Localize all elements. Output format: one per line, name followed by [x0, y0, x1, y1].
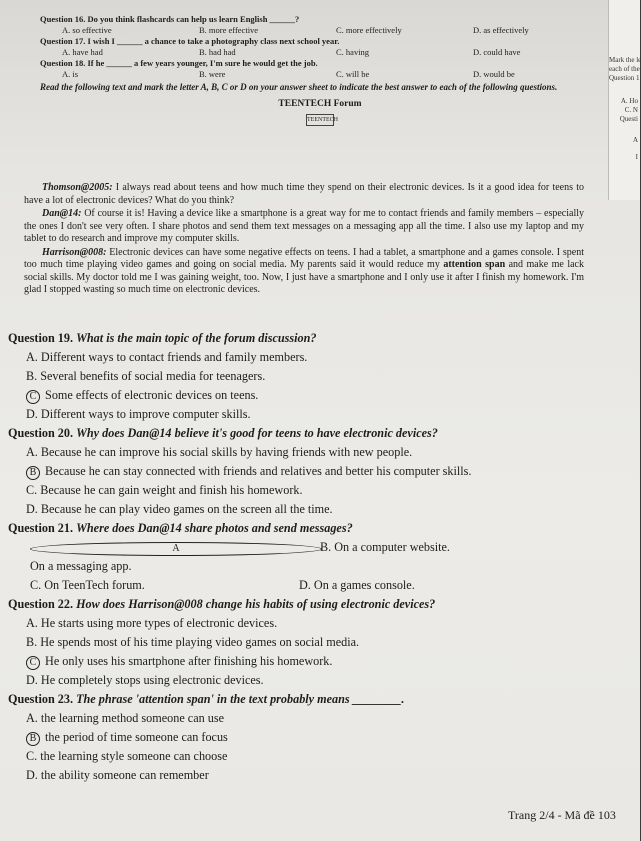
post-username: Harrison@008: [42, 246, 107, 258]
answer-row [8, 576, 568, 595]
answer-option[interactable] [26, 768, 209, 782]
question-number: Question 19. [8, 331, 74, 345]
edge-text: Mark the le [609, 56, 641, 64]
answer-option[interactable] [26, 654, 332, 668]
edge-text: C. N [624, 106, 638, 114]
question-18: Question 18. If he ______ a few years younger, I'm sure he would get the job. [40, 58, 318, 68]
edge-text: each of the [609, 65, 640, 73]
option: B. had had [199, 47, 236, 57]
answer-option-text: B. He spends most of his time playing video games on social media. [26, 635, 360, 649]
circled-answer-mark: C [26, 656, 40, 670]
question-number: Question 22. [8, 597, 74, 611]
question-heading [8, 519, 568, 538]
question-text: The phrase 'attention span' in the text probably means ________. [76, 692, 405, 706]
edge-text: A. Ho [620, 97, 638, 105]
answer-option-text: C. the learning style someone can choose [26, 749, 228, 763]
answer-row [8, 747, 568, 766]
question-heading [8, 690, 568, 709]
answer-option[interactable] [299, 576, 568, 595]
answer-option[interactable] [26, 464, 471, 478]
answer-option[interactable] [30, 538, 320, 576]
answer-row [8, 405, 568, 424]
question-heading [8, 329, 568, 348]
answer-row [8, 386, 568, 405]
circled-answer-mark: B [26, 466, 40, 480]
question-heading [8, 595, 568, 614]
question-number: Question 21. [8, 521, 74, 535]
edge-text: I [635, 153, 638, 161]
answer-row [8, 367, 568, 386]
answer-option[interactable] [26, 673, 264, 687]
answer-option-text: A. the learning method someone can use [26, 711, 224, 725]
post-body: Electronic devices can have some negative effects on teens. I had a tablet, a smartphone and a games console. I spent too much time playing video games and going on social media. My parents said it would reduce my [24, 246, 584, 270]
option: B. were [199, 69, 226, 79]
answer-option[interactable] [26, 483, 303, 497]
option: A. so effective [62, 25, 112, 35]
answer-row [8, 538, 568, 576]
question-16: Question 16. Do you think flashcards can help us learn English ______? [40, 14, 300, 24]
answer-option-text: D. Different ways to improve computer skills. [26, 407, 251, 421]
answer-option[interactable] [26, 350, 307, 364]
forum-post [24, 247, 584, 297]
post-body: and make me lack social skills. My doctor told me I was gaining weight, too. Now, I just have a smartphone and I only use it after I finish my homework. I'm glad I stopped wasting so much time on electronic devices. [24, 259, 584, 295]
option: D. as effectively [473, 25, 529, 35]
forum-post [24, 208, 584, 246]
option: C. will be [336, 69, 370, 79]
post-body: Of course it is! Having a device like a smartphone is a great way for me to contact friends and family members – especially the ones I don't see very often. I share photos and send them text messages on a messaging app all the time. I also use my laptop and my tablet to do research and improve my computer skills. [24, 208, 584, 244]
post-username: Thomson@2005: [42, 182, 113, 193]
page-footer: Trang 2/4 - Mã đề 103 [508, 808, 616, 822]
question-text: Why does Dan@14 believe it's good for teens to have electronic devices? [76, 426, 438, 440]
option: D. could have [473, 47, 521, 57]
answer-option-text: A. Different ways to contact friends and family members. [26, 350, 308, 364]
answer-option-text: Because he can stay connected with friends and relatives and better his computer skills. [45, 464, 472, 478]
question-text: Where does Dan@14 share photos and send messages? [76, 521, 353, 535]
answer-option-text: D. He completely stops using electronic devices. [26, 673, 264, 687]
post-username: Dan@14: [42, 208, 82, 219]
answer-option[interactable] [26, 711, 224, 725]
answer-option-text: B. On a computer website. [320, 540, 450, 554]
answer-row [8, 728, 568, 747]
answer-row [8, 500, 568, 519]
question-number: Question 23. [8, 692, 74, 706]
previous-questions [40, 14, 600, 130]
answer-option[interactable] [26, 388, 258, 402]
answer-option[interactable] [26, 369, 265, 383]
option: D. would be [473, 69, 515, 79]
answer-row [8, 633, 568, 652]
answer-option-text: B. Several benefits of social media for teenagers. [26, 369, 266, 383]
answer-row [8, 462, 568, 481]
answer-option-text: C. Because he can gain weight and finish his homework. [26, 483, 303, 497]
edge-text: Questi [619, 115, 638, 123]
answer-row [8, 348, 568, 367]
question-16-options [40, 25, 600, 36]
question-17-options [40, 47, 600, 58]
option: A. have had [62, 47, 103, 57]
answer-option[interactable] [26, 749, 227, 763]
question-18-options [40, 69, 600, 80]
answer-row [8, 614, 568, 633]
answer-option-text: On a messaging app. [30, 559, 132, 573]
circled-answer-mark: B [26, 732, 40, 746]
question-17: Question 17. I wish I ______ a chance to take a photography class next school year. [40, 36, 340, 46]
option: C. more effectively [336, 25, 402, 35]
answer-option-text: A. He starts using more types of electronic devices. [26, 616, 278, 630]
answer-option-text: D. On a games console. [299, 578, 415, 592]
answer-option-text: He only uses his smartphone after finishing his homework. [45, 654, 333, 668]
circled-answer-mark: C [26, 390, 40, 404]
forum-post [24, 182, 584, 207]
answer-option-text: A. Because he can improve his social skills by having friends with new people. [26, 445, 413, 459]
answer-option[interactable] [26, 407, 251, 421]
question-number: Question 20. [8, 426, 74, 440]
question-heading [8, 424, 568, 443]
reading-instruction: Read the following text and mark the letter A, B, C or D on your answer sheet to indicate the best answer to each of the following questions. [40, 82, 558, 92]
answer-option-text: D. the ability someone can remember [26, 768, 209, 782]
answer-row [8, 443, 568, 462]
answer-option[interactable] [26, 730, 228, 744]
answer-option-text: D. Because he can play video games on the screen all the time. [26, 502, 333, 516]
answer-option-text: Some effects of electronic devices on teens. [45, 388, 259, 402]
post-body: I always read about teens and how much time they spend on their electronic devices. Is it a good idea for teens to have a lot of electronic devices? What do you think? [24, 182, 584, 206]
question-text: How does Harrison@008 change his habits of using electronic devices? [76, 597, 436, 611]
answer-row [8, 766, 568, 785]
highlighted-phrase: attention span [443, 259, 506, 270]
answer-row [8, 652, 568, 671]
edge-text: Question 1 [609, 74, 640, 82]
answer-option-text: the period of time someone can focus [45, 730, 228, 744]
answer-option[interactable] [26, 445, 412, 459]
question-list [8, 329, 568, 785]
forum-title: TEENTECH Forum [278, 99, 362, 109]
option: C. having [336, 47, 370, 57]
option: B. more effective [199, 25, 259, 35]
answer-option[interactable] [26, 616, 277, 630]
answer-row [8, 671, 568, 690]
forum-text [24, 182, 584, 298]
answer-option[interactable] [320, 538, 568, 576]
answer-row [8, 481, 568, 500]
adjacent-page-edge [608, 0, 640, 200]
answer-option[interactable] [26, 502, 333, 516]
circled-answer-mark: A [30, 542, 322, 556]
forum-logo: TEENTECH [306, 114, 334, 126]
answer-option[interactable] [30, 576, 299, 595]
question-text: What is the main topic of the forum discussion? [76, 331, 317, 345]
option: A. is [62, 69, 79, 79]
answer-row [8, 709, 568, 728]
answer-option-text: C. On TeenTech forum. [30, 578, 145, 592]
answer-option[interactable] [26, 635, 359, 649]
edge-text: A [632, 136, 638, 144]
